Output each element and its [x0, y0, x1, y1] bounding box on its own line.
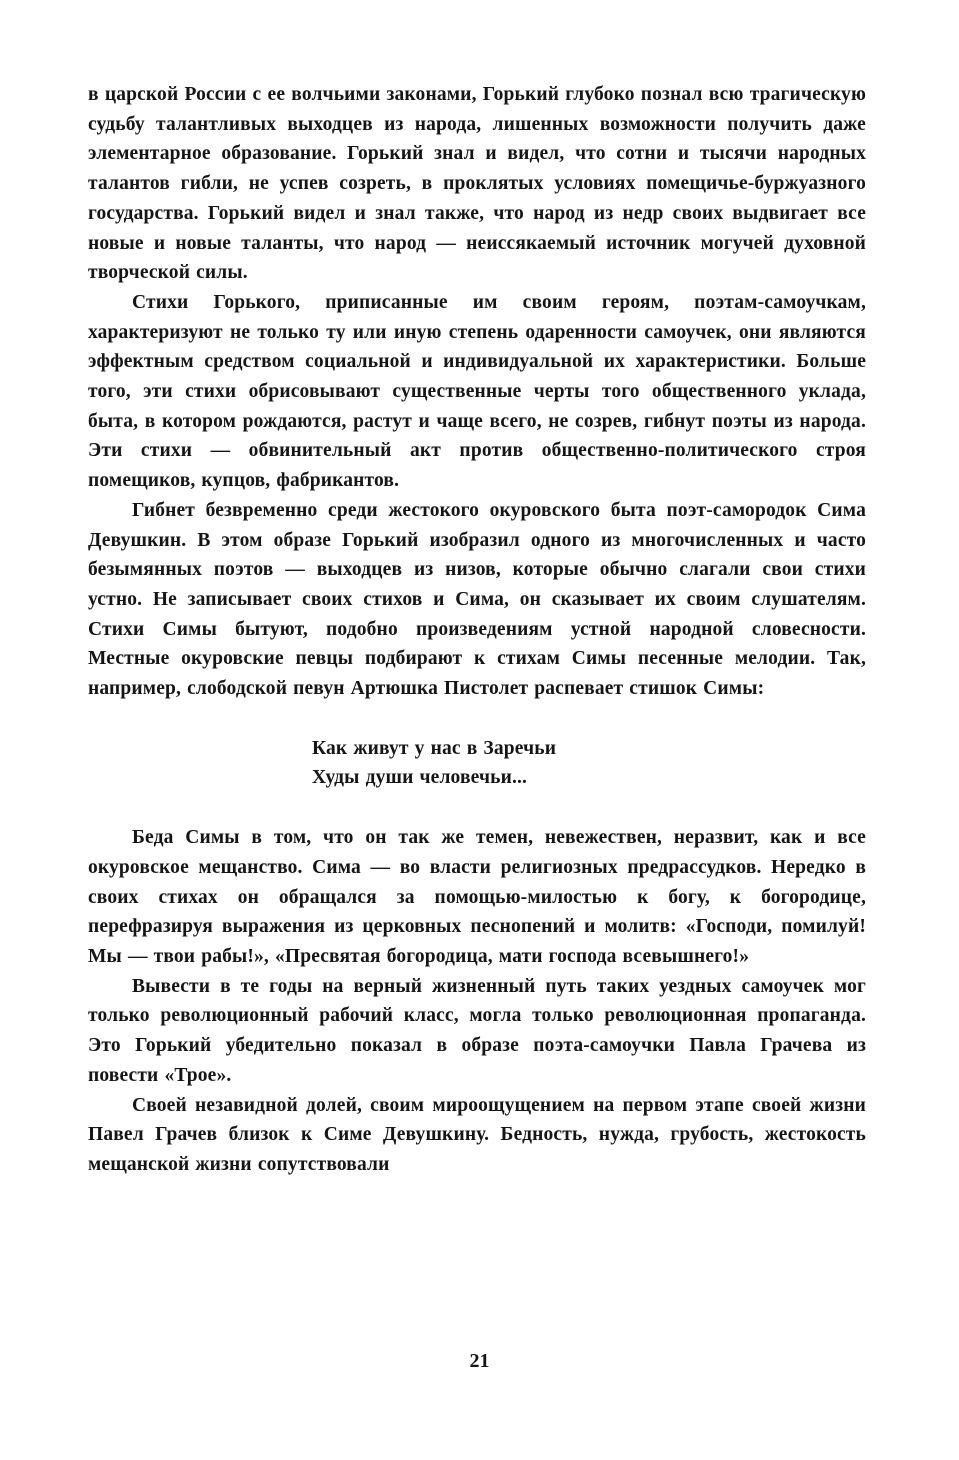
page-number: 21: [469, 1350, 490, 1372]
paragraph-4: Беда Симы в том, что он так же темен, невежествен, неразвит, как и все окуровское мещанство. Сима — во власти религиозных предрассудков. Нередко в своих стихах он обращался за помощью-милостью к богу, к богородице, перефразируя выражения из церковных песнопений и молитв: «Господи, помилуй! Мы — твои рабы!», «Пресвятая богородица, мати господа всевышнего!»: [88, 827, 866, 967]
verse-line-1: Как живут у нас в Заречьи: [312, 737, 557, 759]
paragraph-1: в царской России с ее волчьими законами, Горький глубоко познал всю трагическую судьбу талантливых выходцев из народа, лишенных возможности получить даже элементарное образование. Горький знал и видел, что сотни и тысячи народных талантов гибли, не успев созреть, в проклятых условиях помещичье-буржуазного государства. Горький видел и знал также, что народ из недр своих выдвигает все новые и новые таланты, что народ — неиссякаемый источник могучей духовной творческой силы.: [88, 84, 866, 284]
paragraph-6: Своей незавидной долей, своим мироощущением на первом этапе своей жизни Павел Грачев близок к Симе Девушкину. Бедность, нужда, грубость, жестокость мещанской жизни сопутствовали: [88, 1094, 866, 1175]
paragraph-5: Вывести в те годы на верный жизненный путь таких уездных самоучек мог только революционный рабочий класс, могла только революционная пропаганда. Это Горький убедительно показал в образе поэта-самоучки Павла Грачева из повести «Трое».: [88, 975, 866, 1086]
paragraph-2: Стихи Горького, приписанные им своим героям, поэтам-самоучкам, характеризуют не только ту или иную степень одаренности самоучек, они являются эффектным средством социальной и индивидуальной их характеристики. Больше того, эти стихи обрисовывают существенные черты того общественного уклада, быта, в котором рождаются, растут и чаще всего, не созрев, гибнут поэты из народа. Эти стихи — обвинительный акт против общественно-политического строя помещиков, купцов, фабрикантов.: [88, 291, 866, 492]
page-body: [88, 80, 866, 1180]
paragraph-3: Гибнет безвременно среди жестокого окуровского быта поэт-самородок Сима Девушкин. В этом образе Горький изобразил одного из многочисленных и часто безымянных поэтов — выходцев из низов, которые обычно слагали свои стихи устно. Не записывает своих стихов и Сима, он сказывает их своим слушателям. Стихи Симы бытуют, подобно произведениям устной народной словесности. Местные окуровские певцы подбирают к стихам Симы песенные мелодии. Так, например, слободской певун Артюшка Пистолет распевает стишок Симы:: [88, 499, 866, 700]
verse-quote: [88, 734, 866, 793]
verse-line-2: Худы души человечьи...: [312, 767, 528, 789]
